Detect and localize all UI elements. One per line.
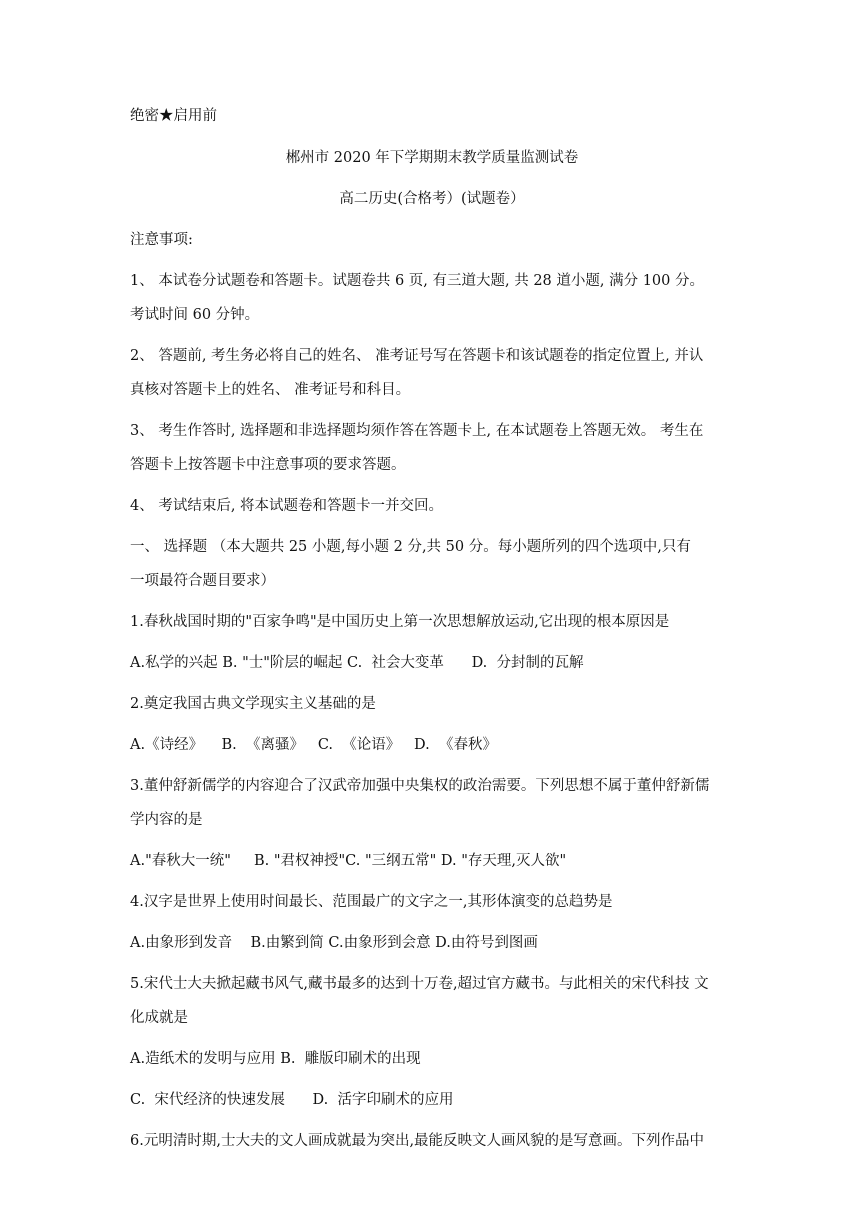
note-item-4: [130, 494, 734, 519]
exam-page: [130, 104, 734, 1170]
question-5-options-a: [130, 1047, 734, 1072]
note-line: 4、 考试结束后, 将本试题卷和答题卡一并交回。: [130, 498, 444, 514]
question-options-line: A.造纸术的发明与应用 B. 雕版印刷术的出现: [130, 1051, 421, 1067]
question-4-stem: [130, 890, 734, 915]
question-3-stem: [130, 774, 734, 833]
note-item-3: [130, 419, 734, 478]
note-line: 3、 考生作答时, 选择题和非选择题均须作答在答题卡上, 在本试题卷上答题无效。 考生在: [130, 423, 704, 439]
question-5-options-b: [130, 1088, 734, 1113]
exam-title: 郴州市 2020 年下学期期末教学质量监测试卷: [285, 150, 579, 166]
question-stem-line: 化成就是: [130, 1010, 188, 1026]
exam-subtitle: 高二历史(合格考）(试题卷）: [339, 191, 525, 207]
question-stem-line: 学内容的是: [130, 812, 203, 828]
question-2-options: [130, 733, 734, 758]
section-line: 一项最符合题目要求）: [130, 573, 275, 589]
question-options-line: A.由象形到发音 B.由繁到简 C.由象形到会意 D.由符号到图画: [130, 935, 538, 951]
section-line: 一、 选择题 （本大题共 25 小题,每小题 2 分,共 50 分。每小题所列的四个选项中,只有: [130, 539, 691, 555]
question-stem-line: 5.宋代士大夫掀起藏书风气,藏书最多的达到十万卷,超过官方藏书。与此相关的宋代科技 文: [130, 976, 709, 992]
question-4-options: [130, 931, 734, 956]
secret-mark: 绝密★启用前: [130, 108, 217, 124]
note-line: 考试时间 60 分钟。: [130, 307, 260, 323]
question-5-stem: [130, 972, 734, 1031]
question-stem-line: 4.汉字是世界上使用时间最长、范围最广的文字之一,其形体演变的总趋势是: [130, 894, 613, 910]
question-1-stem: [130, 610, 734, 635]
question-2-stem: [130, 692, 734, 717]
question-3-options: [130, 849, 734, 874]
note-line: 1、 本试卷分试题卷和答题卡。试题卷共 6 页, 有三道大题, 共 28 道小题, 满分 100 分。: [130, 273, 704, 289]
question-6-stem: [130, 1129, 734, 1154]
note-line: 答题卡上按答题卡中注意事项的要求答题。: [130, 457, 406, 473]
question-stem-line: 2.奠定我国古典文学现实主义基础的是: [130, 696, 376, 712]
notes-heading: 注意事项:: [130, 232, 193, 248]
question-options-line: C. 宋代经济的快速发展 D. 活字印刷术的应用: [130, 1092, 454, 1108]
note-line: 2、 答题前, 考生务必将自己的姓名、 准考证号写在答题卡和该试题卷的指定位置上, 并认: [130, 348, 704, 364]
question-1-options: [130, 651, 734, 676]
question-stem-line: 3.董仲舒新儒学的内容迎合了汉武帝加强中央集权的政治需要。下列思想不属于董仲舒新儒: [130, 778, 710, 794]
question-stem-line: 6.元明清时期,士大夫的文人画成就最为突出,最能反映文人画风貌的是写意画。下列作品中: [130, 1133, 705, 1149]
section-heading: [130, 535, 734, 594]
question-options-line: A."春秋大一统" B. "君权神授"C. "三纲五常" D. "存天理,灭人欲": [130, 853, 567, 869]
note-item-2: [130, 344, 734, 403]
question-stem-line: 1.春秋战国时期的"百家争鸣"是中国历史上第一次思想解放运动,它出现的根本原因是: [130, 614, 670, 630]
note-line: 真核对答题卡上的姓名、 准考证号和科目。: [130, 382, 411, 398]
question-options-line: A.私学的兴起 B. "士"阶层的崛起 C. 社会大变革 D. 分封制的瓦解: [130, 655, 584, 671]
note-item-1: [130, 269, 734, 328]
question-options-line: A.《诗经》 B. 《离骚》 C. 《论语》 D. 《春秋》: [130, 737, 497, 753]
